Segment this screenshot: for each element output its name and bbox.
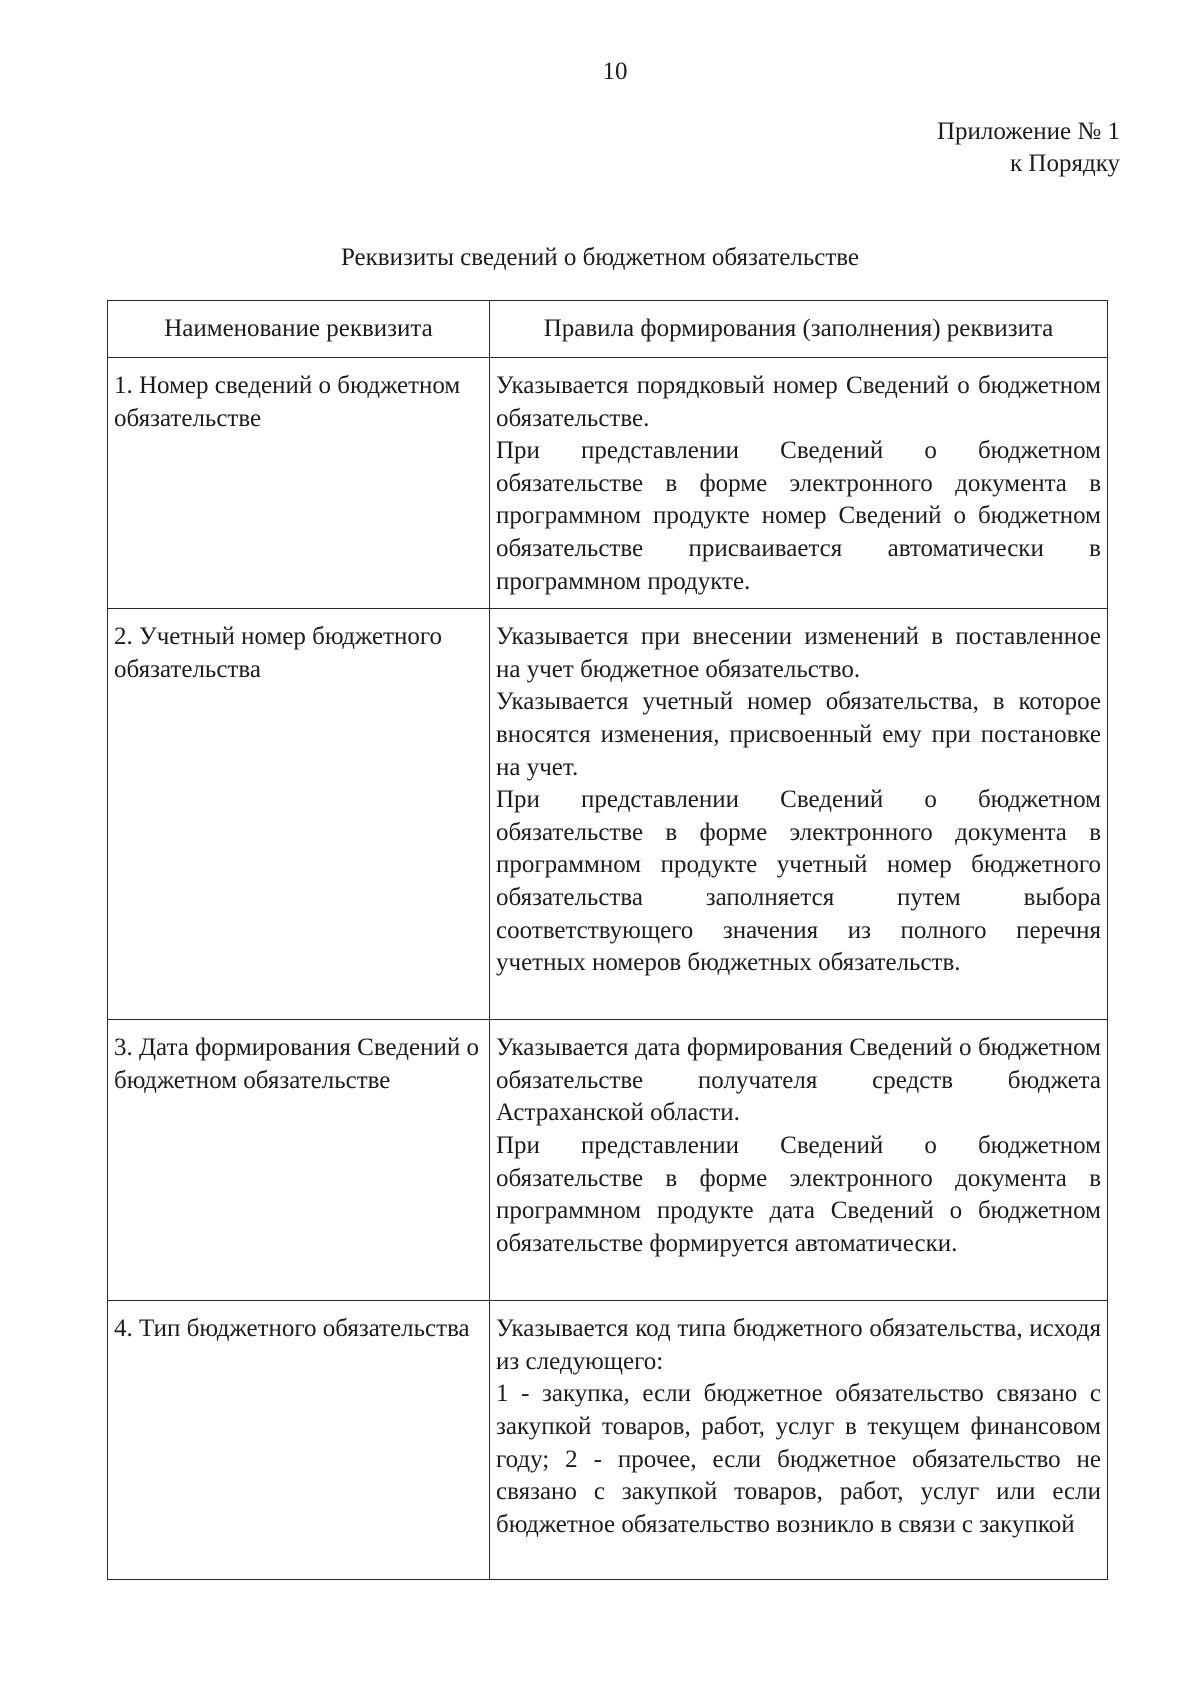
rule-paragraph: Указывается учетный номер обязательства, в которое вносятся изменения, присвоенный ему при постановке на учет. [496,688,1101,781]
appendix-line-1: Приложение № 1 [936,118,1120,145]
appendix-line-2: к Порядку [1010,150,1120,177]
requisite-rules [490,609,1108,1020]
requisite-name: 2. Учетный номер бюджетного обязательства [108,609,490,1020]
requisite-rules [490,358,1108,609]
column-header-name: Наименование реквизита [108,301,490,358]
rule-paragraph: При представлении Сведений о бюджетном обязательстве в форме электронного документа в программном продукте номер Сведений о бюджетном обязательстве присваивается автоматически в программном продукте. [496,437,1101,595]
column-header-rules: Правила формирования (заполнения) реквизита [490,301,1108,358]
rule-paragraph: 1 - закупка, если бюджетное обязательство связано с закупкой товаров, работ, услуг в текущем финансовом году; 2 - прочее, если бюджетное обязательство не связано с закупкой товаров, работ, услуг или если бюджетное обязательство возникло в связи с закупкой [496,1380,1101,1538]
appendix-header [937,116,1120,180]
requisite-name: 3. Дата формирования Сведений о бюджетном обязательстве [108,1020,490,1301]
table-row [108,609,1108,1020]
table-header-row [108,301,1108,358]
table-row [108,1020,1108,1301]
requisite-name: 4. Тип бюджетного обязательства [108,1301,490,1580]
page-number: 10 [602,58,628,85]
rule-cell-clip [496,1313,1101,1567]
rule-paragraph: При представлении Сведений о бюджетном обязательстве в форме электронного документа в программном продукте учетный номер бюджетного обязательства заполняется путем выбора соответствующего значения из полного перечня учетных номеров бюджетных обязательств. [496,786,1101,977]
rule-paragraph: Указывается порядковый номер Сведений о бюджетном обязательстве. [496,372,1101,432]
table-row [108,1301,1108,1580]
rule-paragraph: При представлении Сведений о бюджетном обязательстве в форме электронного документа в программном продукте дата Сведений о бюджетном обязательстве формируется автоматически. [496,1131,1101,1257]
rule-paragraph: Указывается дата формирования Сведений о бюджетном обязательстве получателя средств бюджета Астраханской области. [496,1034,1101,1127]
rule-paragraph: Указывается код типа бюджетного обязательства, исходя из следующего: [496,1315,1101,1375]
requisite-rules [490,1301,1108,1580]
rule-paragraph: Указывается при внесении изменений в поставленное на учет бюджетное обязательство. [496,623,1101,683]
requisites-table [107,300,1108,1580]
requisite-name: 1. Номер сведений о бюджетном обязательстве [108,358,490,609]
table-row [108,358,1108,609]
document-title: Реквизиты сведений о бюджетном обязательстве [340,244,860,271]
requisite-rules [490,1020,1108,1301]
